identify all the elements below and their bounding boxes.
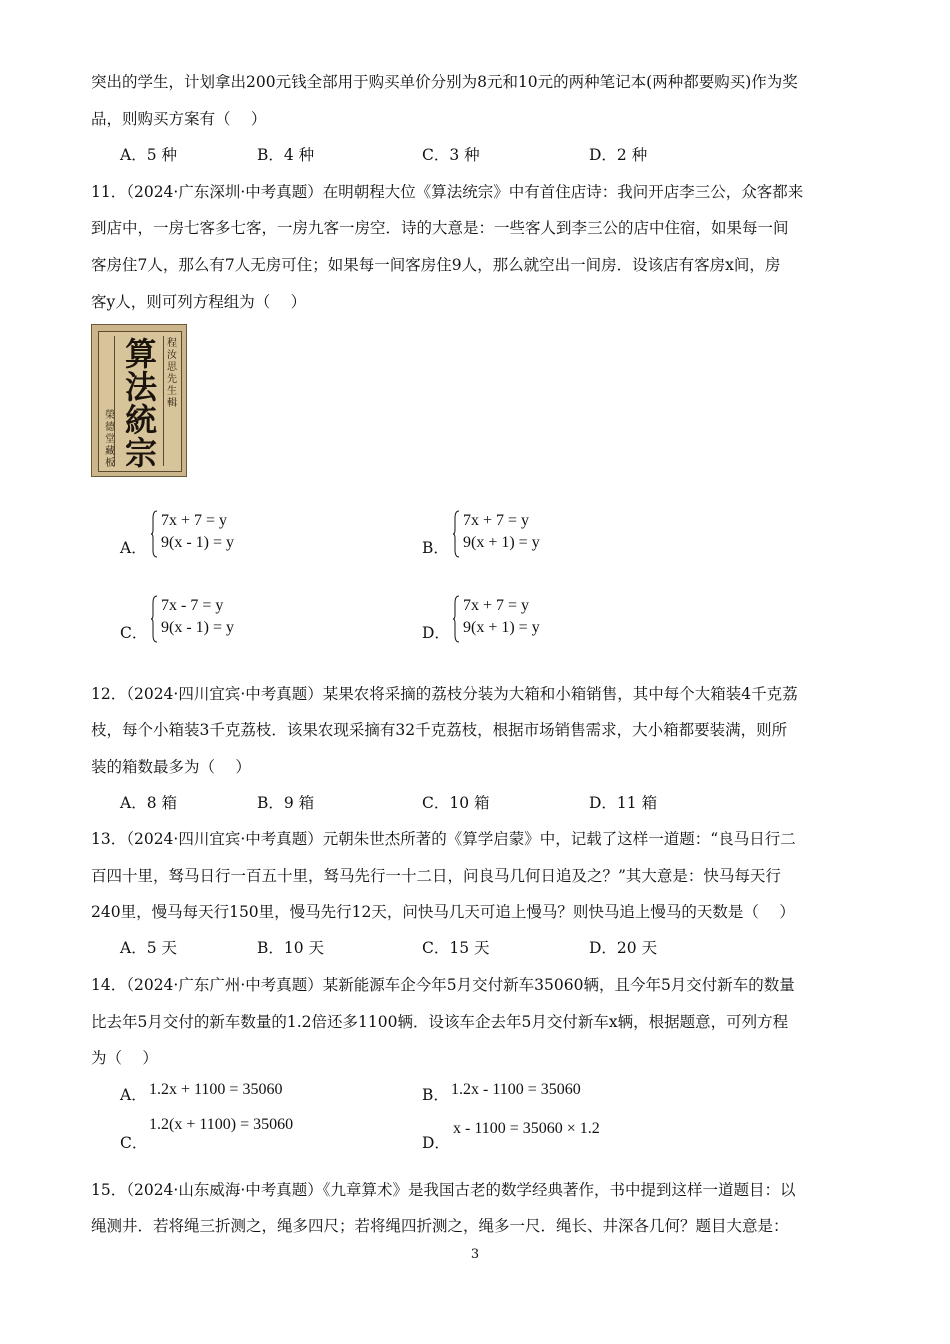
text-line: 到店中，一房七客多七客，一房九客一房空．诗的大意是：一些客人到李三公的店中住宿，如果每一间: [91, 219, 789, 237]
book-cover-image: [91, 324, 187, 477]
q13-option-d: D．20 天: [589, 939, 658, 957]
book-title: 算法統宗: [124, 335, 157, 472]
equation: 7x + 7 = y: [463, 597, 530, 614]
q14-option-b-equation: 1.2x - 1100 = 35060: [451, 1081, 581, 1098]
text-line: 绳测井．若将绳三折测之，绳多四尺；若将绳四折测之，绳多一尺．绳长、井深各几何？题目大意是：: [91, 1217, 789, 1235]
text-line: 百四十里，驽马日行一百五十里，驽马先行一十二日，问良马几何日追及之？”其大意是：快马每天行: [91, 867, 781, 885]
book-side-text: 榮德堂藏板: [105, 410, 115, 469]
text-line: 品，则购买方案有（ ）: [91, 110, 267, 128]
equation: 7x + 7 = y: [463, 512, 530, 529]
text-line: 枝，每个小箱装3千克荔枝．该果农现采摘有32千克荔枝，根据市场销售需求，大小箱都要装满，则所: [91, 721, 788, 739]
q11-option-a-label: A．: [120, 539, 147, 557]
q12-option-a: A．8 箱: [120, 794, 177, 812]
text-line: 240里，慢马每天行150里，慢马先行12天，问快马几天可追上慢马？则快马追上慢马的天数是（ ）: [91, 903, 795, 921]
q11-option-c-label: C．: [120, 624, 148, 642]
q14-option-c-label: C．: [120, 1134, 148, 1152]
equation: 9(x - 1) = y: [161, 534, 235, 551]
text-line: 12．（2024·四川宜宾·中考真题）某果农将采摘的荔枝分装为大箱和小箱销售，其中每个大箱装4千克荔: [91, 685, 798, 703]
equation: 9(x - 1) = y: [161, 619, 235, 636]
q14-option-d-label: D．: [422, 1134, 450, 1152]
q12-option-b: B．9 箱: [257, 794, 315, 812]
equation: 9(x + 1) = y: [463, 619, 540, 636]
equation: 7x - 7 = y: [161, 597, 224, 614]
equation: 9(x + 1) = y: [463, 534, 540, 551]
text-line: 客y人，则可列方程组为（ ）: [91, 293, 307, 311]
q14-option-b-label: B．: [422, 1086, 449, 1104]
text-line: 客房住7人，那么有7人无房可住；如果每一间客房住9人，那么就空出一间房．设该店有客房x间，房: [91, 256, 781, 274]
q13-option-b: B．10 天: [257, 939, 325, 957]
q14-option-a-equation: 1.2x + 1100 = 35060: [149, 1081, 283, 1098]
text-line: 13．（2024·四川宜宾·中考真题）元朝朱世杰所著的《算学启蒙》中，记载了这样一道题：“良马日行二: [91, 830, 796, 848]
q12-option-d: D．11 箱: [589, 794, 658, 812]
text-line: 11．（2024·广东深圳·中考真题）在明朝程大位《算法统宗》中有首住店诗：我问开店李三公，众客都来: [91, 183, 804, 201]
q14-option-a-label: A．: [120, 1086, 147, 1104]
book-side-text: 程汝思先生輯: [167, 338, 177, 409]
text-line: 装的箱数最多为（ ）: [91, 758, 251, 776]
text-line: 15．（2024·山东威海·中考真题）《九章算术》是我国古老的数学经典著作，书中提到这样一道题目：以: [91, 1181, 796, 1199]
q13-option-a: A．5 天: [120, 939, 177, 957]
text-line: 比去年5月交付的新车数量的1.2倍还多1100辆．设该车企去年5月交付新车x辆，根据题意，可列方程: [91, 1013, 789, 1031]
q13-option-c: C．15 天: [422, 939, 490, 957]
text-line: 14．（2024·广东广州·中考真题）某新能源车企今年5月交付新车35060辆，且今年5月交付新车的数量: [91, 976, 795, 994]
text-line: 突出的学生，计划拿出200元钱全部用于购买单价分别为8元和10元的两种笔记本(两种都要购买)作为奖: [91, 73, 798, 91]
equation: 7x + 7 = y: [161, 512, 228, 529]
q14-option-d-equation: x - 1100 = 35060 × 1.2: [453, 1120, 600, 1137]
q11-option-d-label: D．: [422, 624, 450, 642]
q10-option-b: B．4 种: [257, 146, 315, 164]
text-line: 为（ ）: [91, 1049, 158, 1067]
q12-option-c: C．10 箱: [422, 794, 490, 812]
q11-option-b-label: B．: [422, 539, 449, 557]
q10-option-d: D．2 种: [589, 146, 648, 164]
q10-option-a: A．5 种: [120, 146, 177, 164]
q14-option-c-equation: 1.2(x + 1100) = 35060: [149, 1116, 294, 1133]
q10-option-c: C．3 种: [422, 146, 480, 164]
page-number: 3: [470, 1247, 480, 1262]
